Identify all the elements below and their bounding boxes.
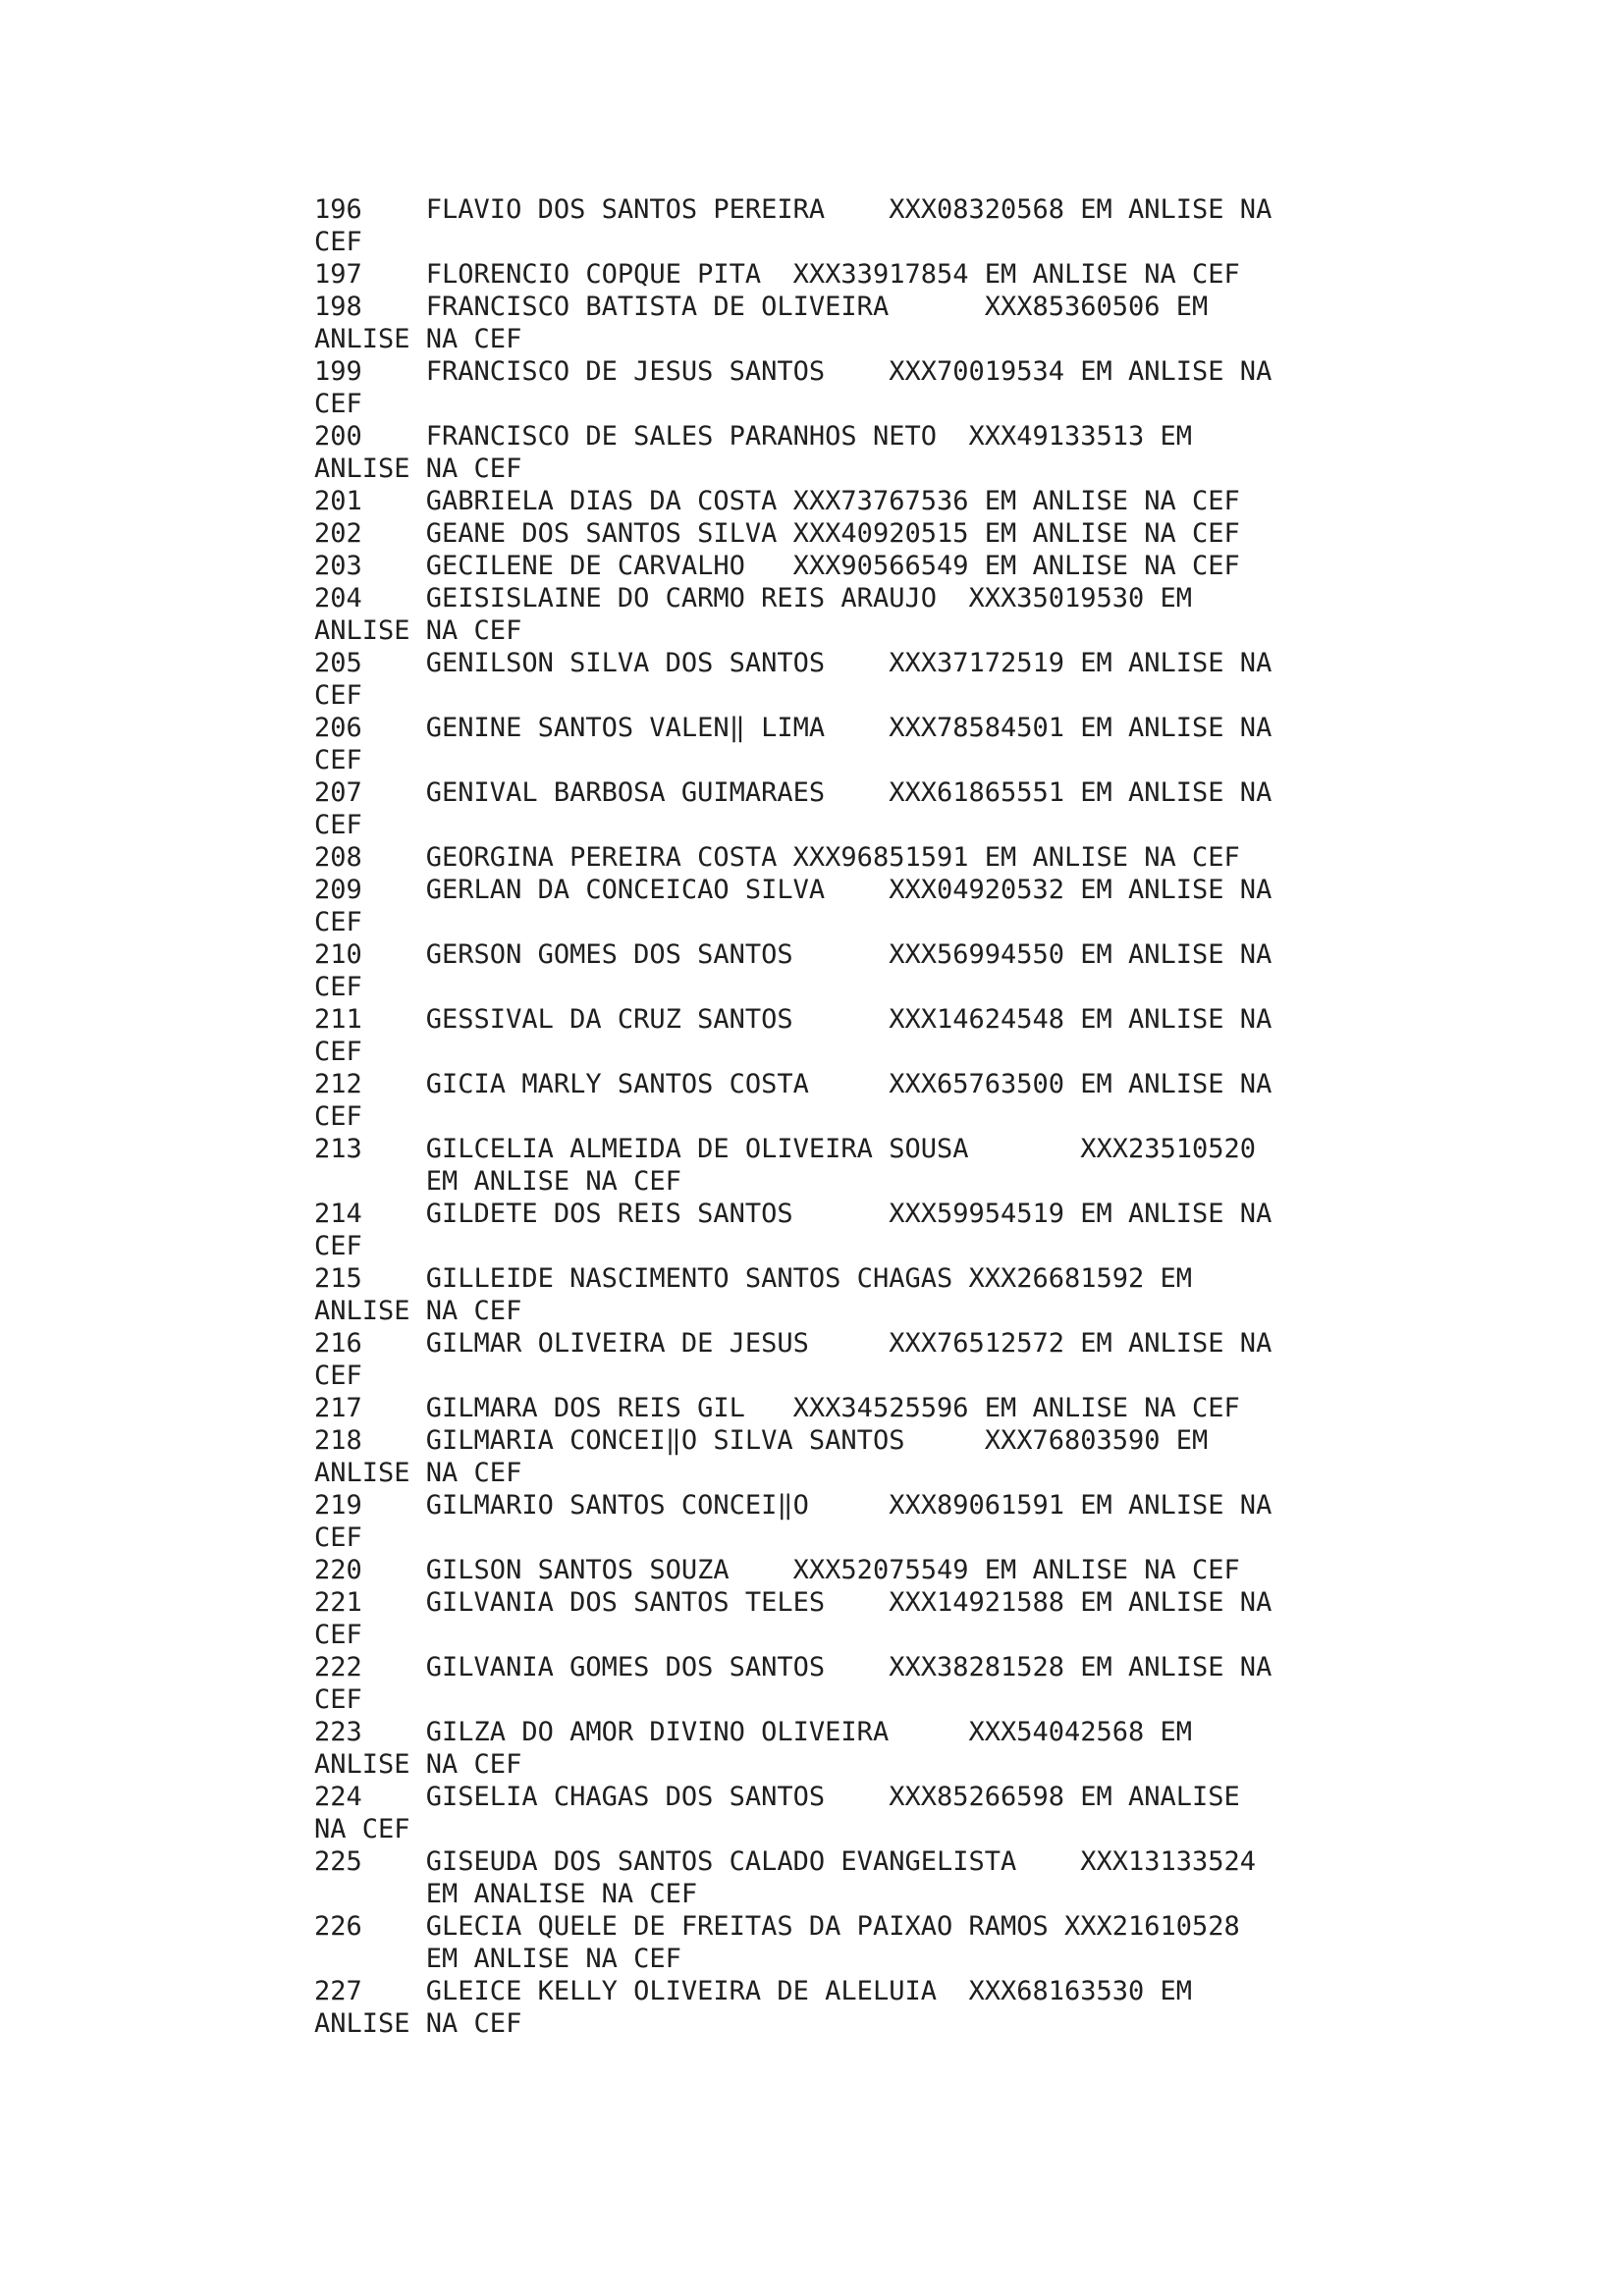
text-line: 226 GLECIA QUELE DE FREITAS DA PAIXAO RAMOS XXX21610528 — [314, 1911, 1240, 1942]
text-line: ANLISE NA CEF — [314, 615, 522, 646]
text-line: CEF — [314, 972, 362, 1002]
text-line: CEF — [314, 1620, 362, 1650]
text-line: 202 GEANE DOS SANTOS SILVA XXX40920515 EM ANLISE NA CEF — [314, 518, 1240, 549]
text-line: ANLISE NA CEF — [314, 1296, 522, 1326]
text-line: 209 GERLAN DA CONCEICAO SILVA XXX04920532 EM ANLISE NA — [314, 875, 1272, 905]
text-line: 220 GILSON SANTOS SOUZA XXX52075549 EM ANLISE NA CEF — [314, 1555, 1240, 1585]
text-line: 218 GILMARIA CONCEI‖O SILVA SANTOS XXX76803590 EM — [314, 1425, 1209, 1456]
text-line: CEF — [314, 1522, 362, 1553]
text-line: CEF — [314, 1101, 362, 1132]
text-line: NA CEF — [314, 1814, 410, 1844]
text-line: 223 GILZA DO AMOR DIVINO OLIVEIRA XXX54042568 EM — [314, 1717, 1193, 1747]
text-line: CEF — [314, 1684, 362, 1715]
text-line: 207 GENIVAL BARBOSA GUIMARAES XXX61865551 EM ANLISE NA — [314, 777, 1272, 808]
text-line: 204 GEISISLAINE DO CARMO REIS ARAUJO XXX35019530 EM — [314, 583, 1193, 614]
text-line: 213 GILCELIA ALMEIDA DE OLIVEIRA SOUSA XXX23510520 — [314, 1134, 1257, 1164]
text-line: CEF — [314, 389, 362, 419]
text-line: 203 GECILENE DE CARVALHO XXX90566549 EM ANLISE NA CEF — [314, 551, 1240, 581]
text-line: 212 GICIA MARLY SANTOS COSTA XXX65763500 EM ANLISE NA — [314, 1069, 1272, 1099]
text-line: 214 GILDETE DOS REIS SANTOS XXX59954519 EM ANLISE NA — [314, 1199, 1272, 1229]
text-line: 208 GEORGINA PEREIRA COSTA XXX96851591 EM ANLISE NA CEF — [314, 842, 1240, 873]
text-line: 196 FLAVIO DOS SANTOS PEREIRA XXX08320568 EM ANLISE NA — [314, 194, 1272, 225]
text-line: ANLISE NA CEF — [314, 1458, 522, 1488]
text-line: 210 GERSON GOMES DOS SANTOS XXX56994550 EM ANLISE NA — [314, 939, 1272, 970]
text-line: 219 GILMARIO SANTOS CONCEI‖O XXX89061591 EM ANLISE NA — [314, 1490, 1272, 1521]
text-line: ANLISE NA CEF — [314, 1749, 522, 1780]
text-line: 227 GLEICE KELLY OLIVEIRA DE ALELUIA XXX68163530 EM — [314, 1976, 1193, 2006]
text-line: 197 FLORENCIO COPQUE PITA XXX33917854 EM ANLISE NA CEF — [314, 259, 1240, 290]
text-line: CEF — [314, 680, 362, 711]
text-line: CEF — [314, 907, 362, 937]
text-line: 222 GILVANIA GOMES DOS SANTOS XXX38281528 EM ANLISE NA — [314, 1652, 1272, 1682]
text-line: EM ANLISE NA CEF — [314, 1166, 681, 1197]
text-line: 215 GILLEIDE NASCIMENTO SANTOS CHAGAS XXX26681592 EM — [314, 1263, 1193, 1294]
text-line: CEF — [314, 227, 362, 257]
text-line: CEF — [314, 1361, 362, 1391]
text-line: 199 FRANCISCO DE JESUS SANTOS XXX70019534 EM ANLISE NA — [314, 356, 1272, 387]
text-line: 217 GILMARA DOS REIS GIL XXX34525596 EM ANLISE NA CEF — [314, 1393, 1240, 1423]
text-line: EM ANALISE NA CEF — [314, 1879, 698, 1909]
text-line: 206 GENINE SANTOS VALEN‖ LIMA XXX78584501 EM ANLISE NA — [314, 713, 1272, 743]
text-line: CEF — [314, 745, 362, 775]
text-line: 211 GESSIVAL DA CRUZ SANTOS XXX14624548 EM ANLISE NA — [314, 1004, 1272, 1035]
text-line: 205 GENILSON SILVA DOS SANTOS XXX37172519 EM ANLISE NA — [314, 648, 1272, 678]
text-line: ANLISE NA CEF — [314, 2008, 522, 2039]
text-line: ANLISE NA CEF — [314, 324, 522, 354]
text-line: CEF — [314, 810, 362, 840]
text-line: 216 GILMAR OLIVEIRA DE JESUS XXX76512572 EM ANLISE NA — [314, 1328, 1272, 1359]
text-line: CEF — [314, 1231, 362, 1261]
text-line: CEF — [314, 1037, 362, 1067]
text-line: 221 GILVANIA DOS SANTOS TELES XXX14921588 EM ANLISE NA — [314, 1587, 1272, 1618]
text-line: ANLISE NA CEF — [314, 454, 522, 484]
text-line: 201 GABRIELA DIAS DA COSTA XXX73767536 EM ANLISE NA CEF — [314, 486, 1240, 516]
text-line: 198 FRANCISCO BATISTA DE OLIVEIRA XXX85360506 EM — [314, 292, 1209, 322]
text-line: EM ANLISE NA CEF — [314, 1944, 681, 1974]
text-line: 200 FRANCISCO DE SALES PARANHOS NETO XXX49133513 EM — [314, 421, 1193, 452]
text-line: 224 GISELIA CHAGAS DOS SANTOS XXX85266598 EM ANALISE — [314, 1782, 1240, 1812]
text-line: 225 GISEUDA DOS SANTOS CALADO EVANGELISTA XXX13133524 — [314, 1846, 1257, 1877]
document-text — [314, 193, 1272, 2040]
